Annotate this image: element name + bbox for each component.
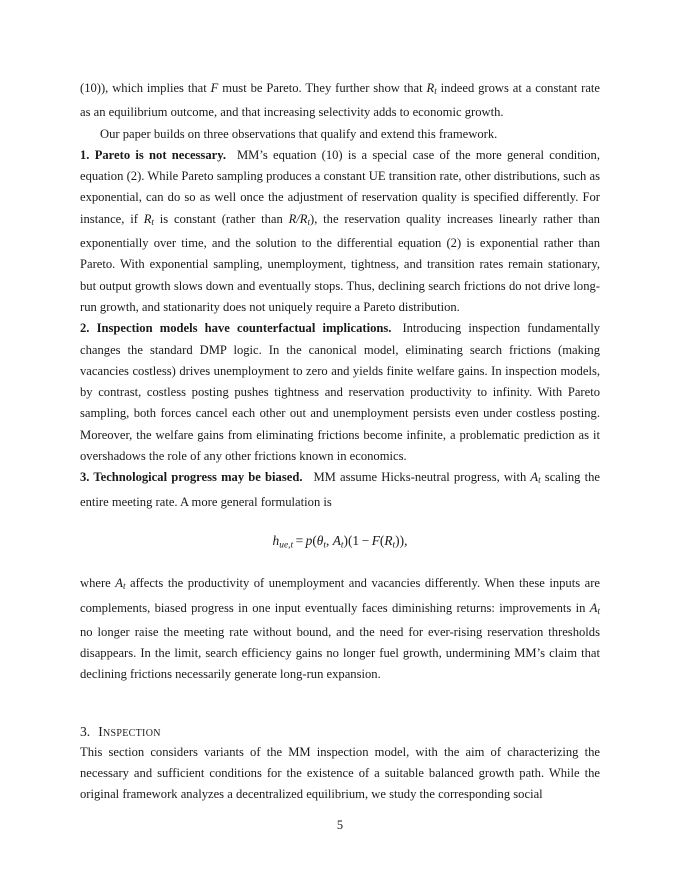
paragraph-section-body: This section considers variants of the MM inspection model, with the aim of characterizing the necessary and sufficient conditions for the existence of a suitable balanced growth path. While the original framework analyzes a decentralized equilibrium, we study the corresponding social [80,744,600,802]
text-fragment: is constant (rather than [153,211,289,226]
paragraph-continuation [80,78,600,124]
section-number: 3. [80,723,91,739]
text-fragment: (10)), which implies that [80,81,211,95]
text-fragment: ), the reservation quality increases linearly rather than exponentially over time, and the solution to the differential equation (2) is exponential rather than Pareto. With exponential sampling, unemployment, tightness, and transition rates remain stationary, but output growth slows down and eventually stops. Thus, declining search frictions do not drive long-run growth, and stationarity does not uniquely require a Pareto distribution. [80,211,600,314]
paragraph-point-2 [80,318,600,467]
runin-heading-3: 3. Technological progress may be biased. [80,470,303,485]
math-variable-At: $A_t$ [589,600,600,616]
paragraph-point-1 [80,145,600,318]
runin-heading-1: 1. Pareto is not necessary. [80,147,226,162]
paragraph-after-equation [80,573,600,685]
text-fragment: scaling the entire meeting rate. A more general formulation is [80,470,601,509]
text-fragment: where [80,576,116,591]
math-variable-At: $A_t$ [530,470,541,486]
math-variable-Rt: $R_t$ [143,211,154,227]
section-title: Inspection [98,723,161,739]
text-fragment: Introducing inspection fundamentally changes the standard DMP logic. In the canonical model, eliminating search frictions (making vacancies costless) drives unemployment to zero and yields finite welfare gains. In inspection models, by contrast, costless posting pushes tightness and reservation productivity to infinity. With Pareto sampling, both forces cancel each other out and unemployment persists even under costless posting. Moreover, the welfare gains from eliminating frictions become infinite, a problematic prediction as it overshadows the role of any other frictions known in economics. [80,321,601,464]
page-content [80,78,600,806]
text-fragment: MM’s equation (10) is a special case of the more general condition, equation (2). While Pareto sampling produces a constant UE transition rate, other distributions, such as exponential, can do so as well once the adjustment of reservation quality is specified differently. For instance, if [80,147,600,226]
text-fragment: MM assume Hicks-neutral progress, with [313,470,531,485]
math-variable-At: $A_t$ [115,576,126,592]
paragraph-point-3 [80,467,600,513]
text-fragment: indeed grows at a constant rate as an equilibrium outcome, and that increasing selectivity adds to economic growth. [80,81,600,120]
math-variable-F: F [210,81,219,95]
math-ratio-R-over-Rt: $R/R_t$ [288,211,311,227]
runin-heading-2: 2. Inspection models have counterfactual implications. [80,321,392,336]
equation-meeting-rate: $h_{ue,t} = p(\theta_t$, $A_t)(1 - F(R_t))$, [272,532,408,551]
math-variable-Rt: $R_t$ [426,81,437,96]
text-fragment: no longer raise the meeting rate without bound, and the need for ever-rising reservation thresholds disappears. In the limit, search efficiency gains no longer fuel growth, undermining MM’s claim that declining frictions necessarily generate long-run expansion. [80,624,600,682]
display-equation [80,530,600,556]
page-number: 5 [336,818,344,832]
text-fragment: must be Pareto. They further show that [218,81,427,95]
paragraph-observations: Our paper builds on three observations that qualify and extend this framework. [100,126,498,141]
text-fragment: affects the productivity of unemployment and vacancies differently. When these inputs are complements, biased progress in one input eventually faces diminishing returns: improvements in [80,576,600,615]
section-heading-inspection [80,722,600,742]
